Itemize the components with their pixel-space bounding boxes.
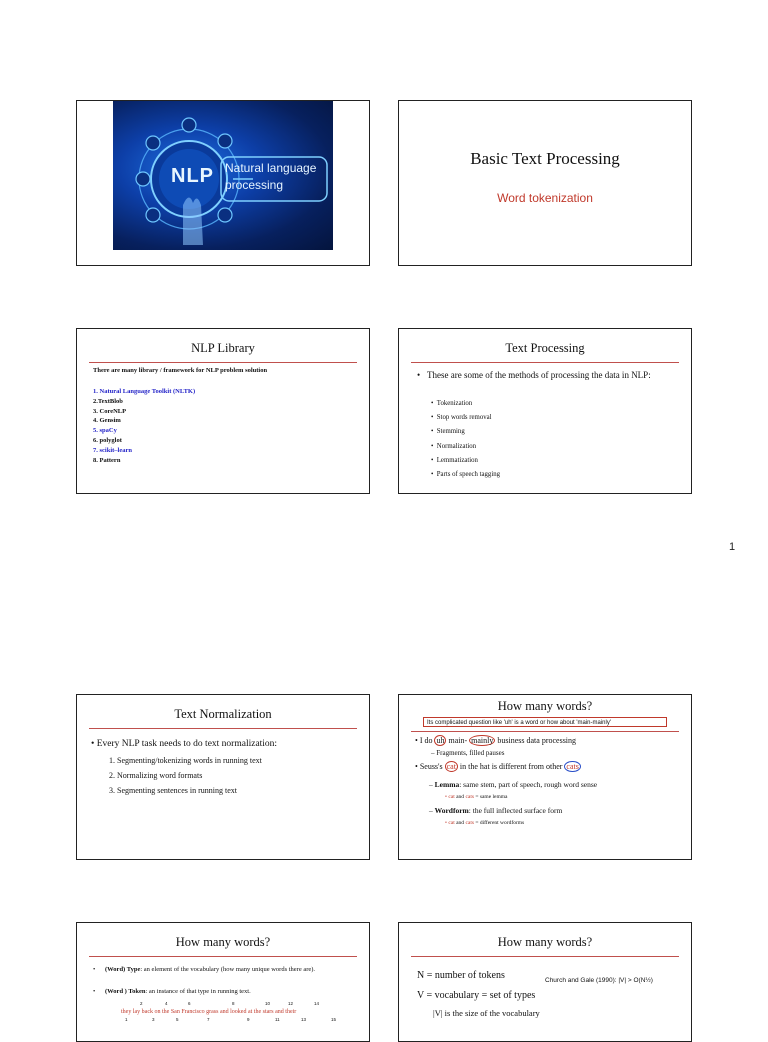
processing-method-item: • Tokenization [431,400,473,407]
library-item: 6. polyglot [93,436,122,444]
orbit-node-icon [146,208,160,222]
callout-box [423,717,667,727]
slide-title: Text Processing [505,341,585,355]
uh-circle: uh [436,736,445,745]
orbit-node-icon [136,172,150,186]
title-divider [89,956,357,957]
slide-title: Text Normalization [174,707,272,721]
token-index-number: 5 [176,1017,179,1022]
library-item: 5. spaCy [93,427,117,435]
page-number: 1 [729,541,736,553]
token-index-number: 1 [125,1017,128,1022]
normalization-step: 1. Segmenting/tokenizing words in running text [109,756,262,765]
library-item: 8. Pattern [93,456,121,464]
church-gale-citation: Church and Gale (1990): |V| > O(N½) [545,977,653,984]
title-divider [411,362,679,363]
token-index-number: 12 [288,1001,294,1006]
token-index-number: 11 [275,1017,280,1022]
slide-how-many-words-1 [398,694,692,860]
mainly-circle: mainly [471,736,494,745]
v-definition: V = vocabulary = set of types [417,990,536,1001]
slide-nlp-library [76,328,370,494]
processing-method-item: • Parts of speech tagging [431,471,501,479]
slide-title: How many words? [175,935,271,949]
hand-icon [183,197,203,245]
example-sentence: they lay back on the San Francisco grass and looked at the stars and their [121,1009,297,1015]
library-item: 1. Natural Language Toolkit (NLTK) [93,388,196,395]
token-index-number: 9 [247,1017,250,1022]
processing-method-item: • Lemmatization [431,456,478,464]
wordform-example: • cat and cats = different wordforms [445,820,525,826]
normalization-step: 2. Normalizing word formats [109,771,203,780]
title-divider [89,362,357,363]
slide-title: How many words? [497,935,593,949]
slide-text-processing [398,328,692,494]
title-divider [411,956,679,957]
token-index-number: 14 [314,1001,320,1006]
wordform-line: – Wordform: the full inflected surface form [429,806,563,815]
library-item: 4. Gensim [93,417,121,425]
token-index-number: 6 [188,1001,191,1006]
slide-title: How many words? [497,699,593,713]
cat-circle: cat [446,762,456,771]
library-item: 3. CoreNLP [93,407,127,415]
slide-how-many-words-2 [76,922,370,1042]
token-index-number: 15 [331,1017,337,1022]
callout-text: Its complicated question like 'uh' is a word or how about 'main-mainly' [427,720,612,726]
processing-method-item: • Stemming [431,428,465,436]
token-index-number: 4 [165,1001,168,1006]
normalization-lead-text: Every NLP task needs to do text normalization: [96,739,278,749]
nlp-circuit-graphic [113,101,333,250]
normalization-step: 3. Segmenting sentences in running text [109,786,237,795]
token-index-number: 3 [152,1017,155,1022]
slide-title: Basic Text Processing [470,149,620,168]
nlp-badge: NLP [171,165,214,187]
lemma-example: • cat and cats = same lemma [445,794,508,800]
library-item: 2.TextBlob [93,397,123,405]
token-index-number: 7 [207,1017,210,1022]
image-caption-line1: Natural language [225,161,317,175]
title-divider [411,731,679,732]
token-index-number: 10 [265,1001,271,1006]
token-index-number: 2 [140,1001,143,1006]
processing-method-item: • Normalization [431,442,477,450]
library-item: 7. scikit–learn [93,446,132,454]
normalization-steps [109,753,262,798]
processing-methods-list [431,397,500,482]
image-caption-line2: processing [225,178,284,192]
slide-title: NLP Library [191,341,255,355]
cats-circle: cats [566,762,579,771]
orbit-node-icon [182,118,196,132]
slide-how-many-words-3 [398,922,692,1042]
normalization-lead: • Every NLP task needs to do text normalization: [91,739,278,749]
orbit-node-icon [218,134,232,148]
slide-text-normalization [76,694,370,860]
token-definition: • (Word ) Token: an instance of that type in running text. [93,988,251,995]
orbit-node-icon [146,136,160,150]
slide-nlp-image [76,100,370,266]
slide-basic-text-processing [398,100,692,266]
processing-method-item: • Stop words removal [431,414,492,422]
bullet-cat: • Seuss's cat in the hat is different from other cats [415,762,579,771]
library-list [93,387,195,465]
n-definition: N = number of tokens [417,970,505,981]
slide-subtitle: Word tokenization [497,191,593,205]
type-definition: • (Word) Type: an element of the vocabulary (how many unique words there are). [93,966,316,973]
token-index-number: 8 [232,1001,235,1006]
processing-lead: • These are some of the methods of processing the data in NLP: [417,369,677,382]
orbit-node-icon [218,208,232,222]
lemma-line: – Lemma: same stem, part of speech, rough word sense [429,780,598,789]
library-intro: There are many library / framework for NLP problem solution [93,367,268,374]
bullet-uh: • I do uh main- mainly business data processing [415,736,577,745]
title-divider [89,728,357,729]
v-size: |V| is the size of the vocabulary [433,1008,540,1018]
bullet-uh-sub: – Fragments, filled pauses [431,749,505,757]
token-index-number: 13 [301,1017,307,1022]
nlp-illustration [113,101,333,250]
processing-lead-text: These are some of the methods of processing the data in NLP: [427,370,651,380]
